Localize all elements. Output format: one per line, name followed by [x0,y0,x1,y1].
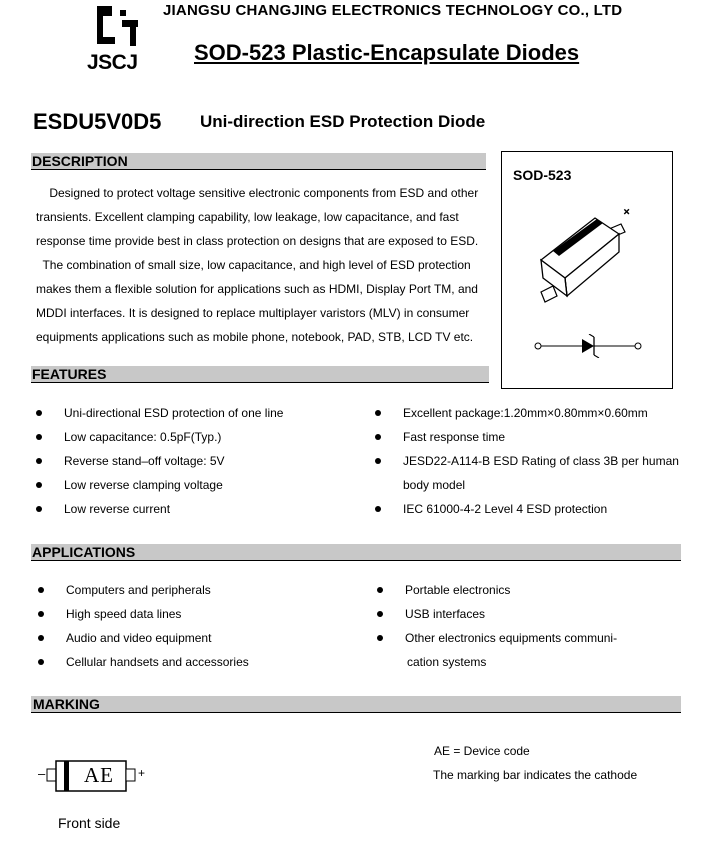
applications-list-right [377,578,697,674]
marking-legend-cathode: The marking bar indicates the cathode [433,768,638,782]
company-name: JIANGSU CHANGJING ELECTRONICS TECHNOLOGY CO., LTD [163,2,623,19]
applications-heading-bar [31,544,681,561]
marking-legend-code: AE = Device code [434,744,530,758]
jscj-logo-icon [96,6,140,48]
marking-code: AE [84,763,114,787]
diode-symbol-icon [534,334,642,358]
part-number: ESDU5V0D5 [33,109,162,134]
description-text [36,181,486,349]
package-label: SOD-523 [513,167,572,183]
applications-heading: APPLICATIONS [32,544,136,560]
description-line: transients. Excellent clamping capability, low leakage, low capacitance, and fast [36,210,459,224]
bullet-icon [377,611,383,617]
list-item: Cellular handsets and accessories [38,650,368,674]
bullet-icon [38,635,44,641]
list-item: Reverse stand–off voltage: 5V [36,449,366,473]
bullet-icon [375,506,381,512]
document-title: SOD-523 Plastic-Encapsulate Diodes [194,40,580,65]
features-heading: FEATURES [32,366,107,382]
bullet-icon [36,506,42,512]
bullet-icon [36,434,42,440]
marking-minus-sign: – [38,766,46,781]
marking-heading: MARKING [33,696,100,712]
list-item: Other electronics equipments communi- [377,626,697,650]
features-list-left [36,401,366,521]
applications-list-left [38,578,368,674]
list-item: Computers and peripherals [38,578,368,602]
description-line: equipments applications such as mobile phone, notebook, PAD, STB, LCD TV etc. [36,330,474,344]
bullet-icon [38,611,44,617]
bullet-icon [38,659,44,665]
list-item: Low capacitance: 0.5pF(Typ.) [36,425,366,449]
marking-heading-bar [31,696,681,713]
bullet-icon [377,635,383,641]
features-list-right [375,401,705,521]
bullet-icon [375,434,381,440]
list-item-continuation: cation systems [407,655,487,669]
list-item: Audio and video equipment [38,626,368,650]
package-outline-icon [527,200,647,310]
logo-text: JSCJ [87,51,138,74]
list-item: Portable electronics [377,578,697,602]
list-item: High speed data lines [38,602,368,626]
list-item: Low reverse clamping voltage [36,473,366,497]
cathode-mark: + [618,203,635,220]
list-item: JESD22-A114-B ESD Rating of class 3B per human [375,449,705,473]
bullet-icon [36,458,42,464]
list-item: Low reverse current [36,497,366,521]
part-description: Uni-direction ESD Protection Diode [200,112,486,131]
description-line: MDDI interfaces. It is designed to replace multiplayer varistors (MLV) in consumer [36,306,470,320]
description-line: Designed to protect voltage sensitive electronic components from ESD and other [36,186,479,200]
bullet-icon [36,410,42,416]
description-heading-bar [31,153,486,170]
list-item: Fast response time [375,425,705,449]
description-line: The combination of small size, low capacitance, and high level of ESD protection [36,258,471,272]
list-item: Excellent package:1.20mm×0.80mm×0.60mm [375,401,705,425]
marking-plus-sign: + [138,766,146,780]
description-heading: DESCRIPTION [32,153,128,169]
list-item-continuation: body model [403,478,466,492]
list-item: USB interfaces [377,602,697,626]
bullet-icon [38,587,44,593]
package-drawing-box [501,151,673,389]
list-item: Uni-directional ESD protection of one line [36,401,366,425]
description-line: response time provide best in class protection on designs that are exposed to ESD. [36,234,479,248]
bullet-icon [36,482,42,488]
front-side-label: Front side [58,815,121,831]
description-line: makes them a flexible solution for applications such as HDMI, Display Port TM, and [36,282,478,296]
bullet-icon [377,587,383,593]
list-item: IEC 61000-4-2 Level 4 ESD protection [375,497,705,521]
bullet-icon [375,410,381,416]
features-heading-bar [31,366,489,383]
bullet-icon [375,458,381,464]
